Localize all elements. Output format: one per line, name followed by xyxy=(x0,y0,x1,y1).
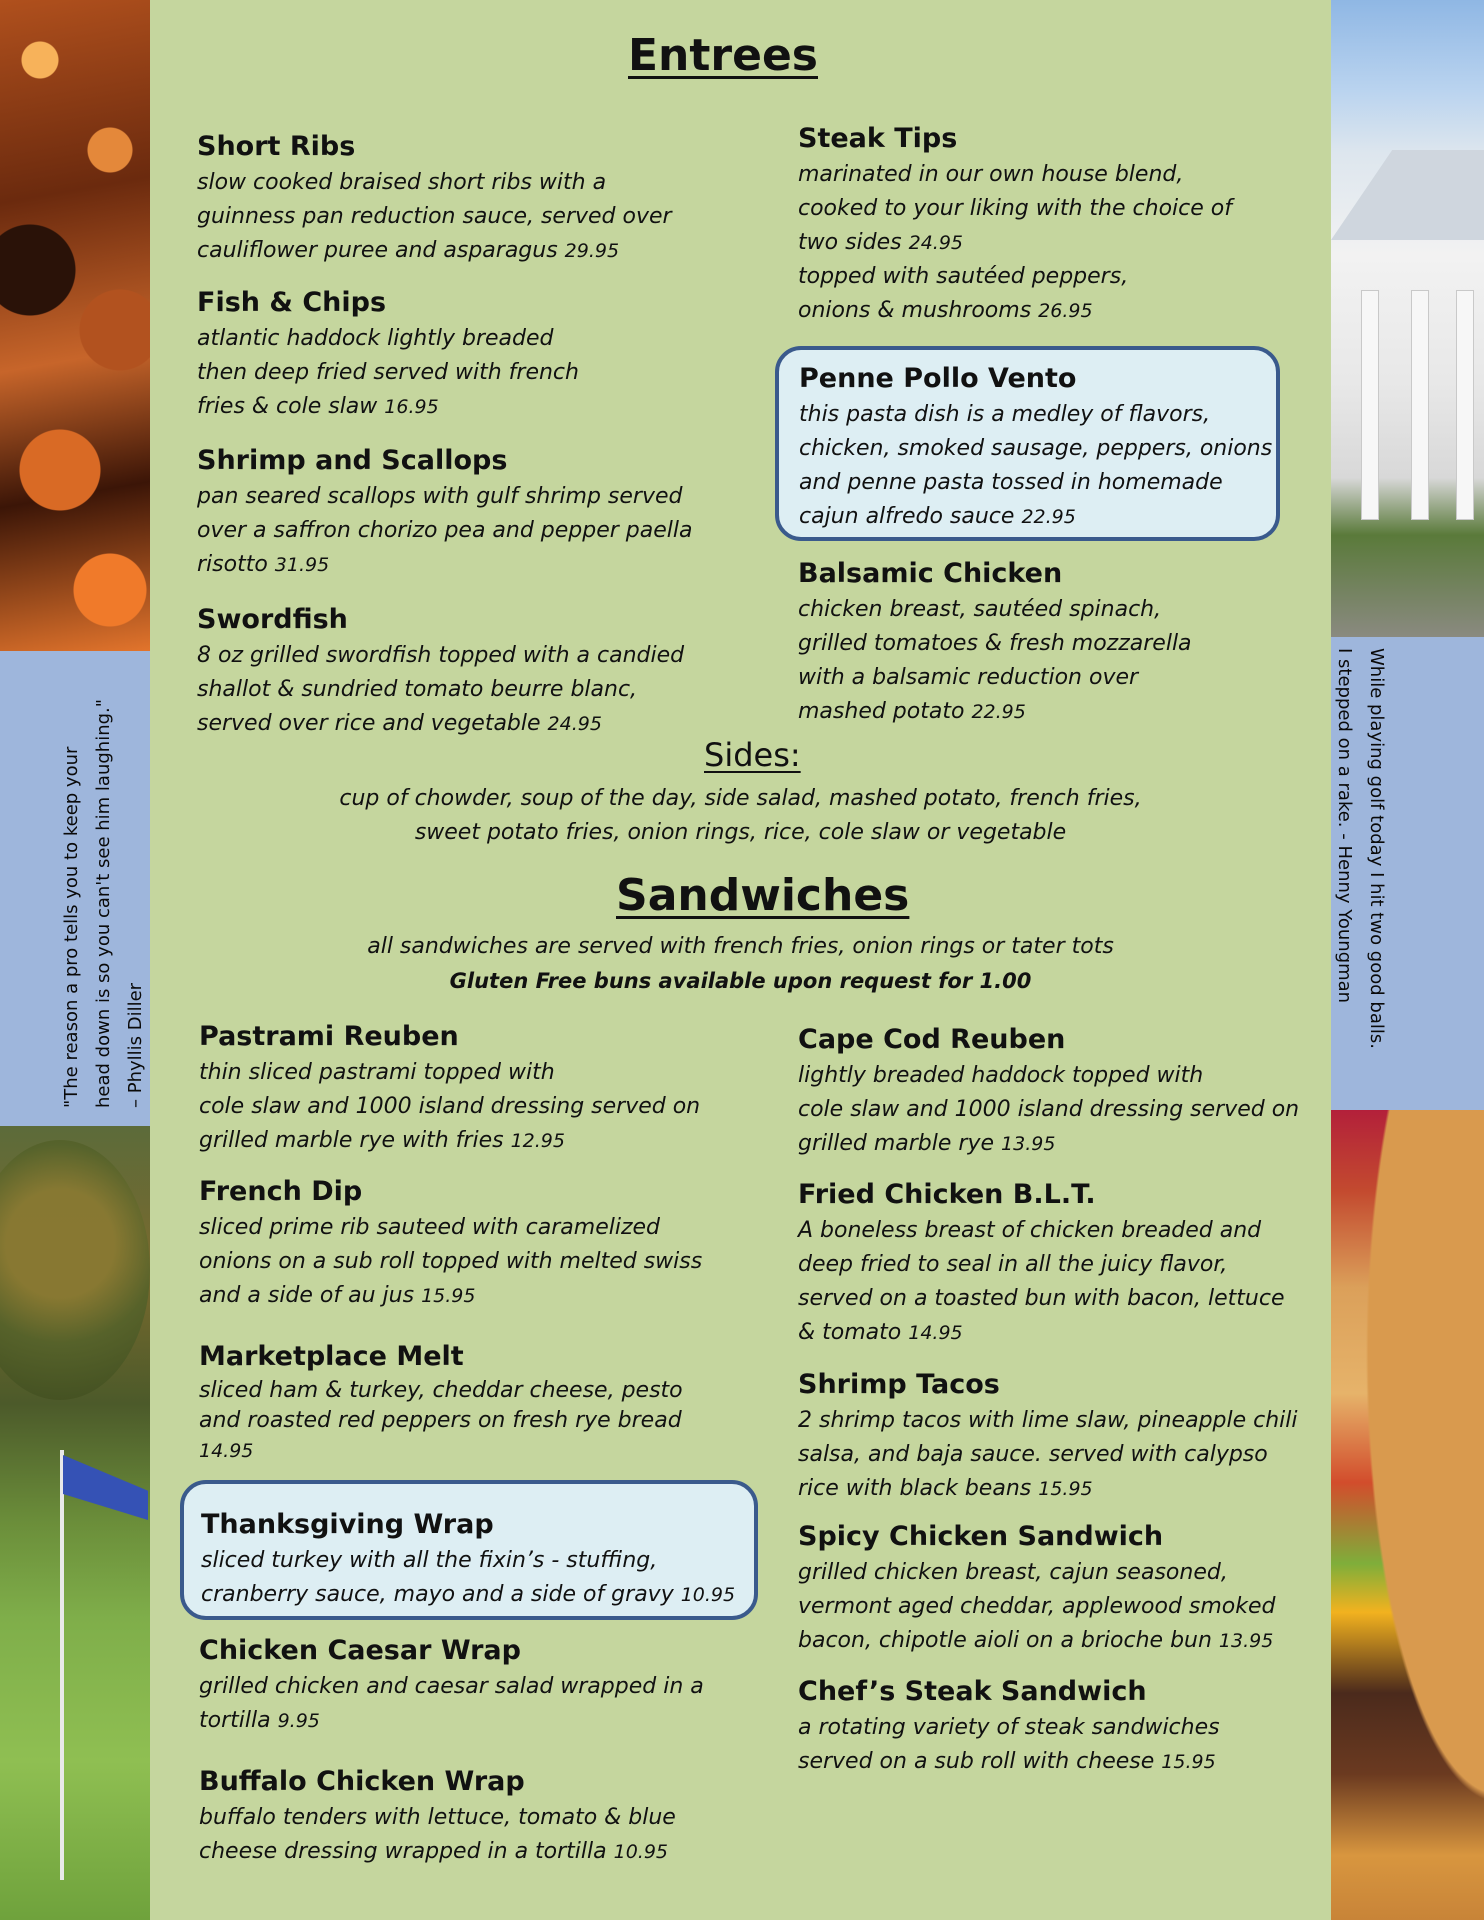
item-price: 29.95 xyxy=(564,240,620,262)
item-price: 26.95 xyxy=(1038,300,1093,322)
left-quote-line-2: head down is so you can't see him laughing." xyxy=(93,698,114,1108)
item-price: 14.95 xyxy=(908,1322,963,1344)
item-price: 15.95 xyxy=(421,1285,476,1307)
featured-menu-item xyxy=(775,346,1280,541)
flag-pole xyxy=(60,1450,64,1880)
item-name: Spicy Chicken Sandwich xyxy=(798,1521,1164,1552)
item-name: French Dip xyxy=(199,1176,363,1207)
item-name: Swordfish xyxy=(197,604,348,635)
item-price: 12.95 xyxy=(510,1130,565,1152)
item-name: Short Ribs xyxy=(197,131,356,162)
item-description: lightly breaded haddock topped with cole slaw and 1000 island dressing served on grilled marble rye 13.95 xyxy=(798,1063,1300,1156)
item-price: 13.95 xyxy=(1001,1133,1056,1155)
item-price: 24.95 xyxy=(908,232,964,254)
item-price: 9.95 xyxy=(277,1710,320,1732)
item-description: slow cooked braised short ribs with a guinness pan reduction sauce, served over cauliflower puree and asparagus 29.95 xyxy=(197,170,672,263)
menu-item xyxy=(199,1632,704,1738)
featured-menu-item xyxy=(180,1480,758,1620)
item-name: Shrimp Tacos xyxy=(798,1369,1000,1400)
menu-item xyxy=(197,601,684,741)
item-price: 14.95 xyxy=(199,1440,254,1462)
clubhouse-column xyxy=(1411,290,1429,520)
item-name: Steak Tips xyxy=(798,123,958,154)
clubhouse-column xyxy=(1456,290,1474,520)
item-price: 16.95 xyxy=(384,396,439,418)
item-description: grilled chicken breast, cajun seasoned, vermont aged cheddar, applewood smoked bacon, chipotle aioli on a brioche bun 13.95 xyxy=(798,1560,1276,1653)
right-quote xyxy=(1328,648,1392,1108)
item-description: chicken breast, sautéed spinach, grilled tomatoes & fresh mozzarella with a balsamic reduction over mashed potato 22.95 xyxy=(798,597,1192,724)
item-description: sliced ham & turkey, cheddar cheese, pesto and roasted red peppers on fresh rye bread 14.95 xyxy=(199,1378,683,1462)
item-price: 22.95 xyxy=(971,701,1026,723)
item-price: 15.95 xyxy=(1038,1478,1093,1500)
gluten-free-note: Gluten Free buns available upon request for 1.00 xyxy=(449,969,1032,993)
item-name: Fish & Chips xyxy=(197,287,387,318)
item-price: 10.95 xyxy=(613,1841,669,1863)
left-quote-line-1: "The reason a pro tells you to keep your xyxy=(61,746,82,1108)
menu-item xyxy=(199,1763,676,1869)
ribs-photo xyxy=(0,0,150,651)
menu-item xyxy=(197,128,672,268)
item-description: atlantic haddock lightly breaded then deep fried served with french fries & cole slaw 16.95 xyxy=(197,326,579,419)
item-price: 22.95 xyxy=(1021,506,1076,528)
menu-item xyxy=(199,1018,700,1158)
item-price: 10.95 xyxy=(680,1584,736,1606)
item-description: sliced prime rib sauteed with caramelized onions on a sub roll topped with melted swiss and a side of au jus 15.95 xyxy=(199,1215,703,1308)
item-description: this pasta dish is a medley of flavors, chicken, smoked sausage, peppers, onions and penne pasta tossed in homemade cajun alfredo sauce 22.95 xyxy=(799,402,1273,529)
item-description: A boneless breast of chicken breaded and deep fried to seal in all the juicy flavor, served on a toasted bun with bacon, lettuce & tomato 14.95 xyxy=(798,1218,1285,1345)
sides-line-2: sweet potato fries, onion rings, rice, cole slaw or vegetable xyxy=(414,820,1067,845)
right-quote-line-1: While playing golf today I hit two good balls. xyxy=(1366,648,1387,1049)
item-description: 2 shrimp tacos with lime slaw, pineapple chili salsa, and baja sauce. served with calypso rice with black beans 15.95 xyxy=(798,1408,1298,1501)
item-name: Pastrami Reuben xyxy=(199,1021,459,1052)
menu-item xyxy=(197,442,693,582)
item-description: buffalo tenders with lettuce, tomato & blue cheese dressing wrapped in a tortilla 10.95 xyxy=(199,1805,676,1864)
burger-photo xyxy=(1331,1110,1484,1920)
item-name: Chicken Caesar Wrap xyxy=(199,1635,521,1666)
item-description: sliced turkey with all the fixin’s - stuffing, cranberry sauce, mayo and a side of gravy 10.95 xyxy=(201,1548,736,1607)
sides-heading: Sides: xyxy=(704,736,801,774)
menu-item xyxy=(798,1176,1285,1350)
item-name: Thanksgiving Wrap xyxy=(201,1509,494,1540)
clubhouse-column xyxy=(1361,290,1379,520)
item-name: Balsamic Chicken xyxy=(798,558,1063,589)
item-description: thin sliced pastrami topped with cole slaw and 1000 island dressing served on grilled marble rye with fries 12.95 xyxy=(199,1060,701,1153)
item-price: 31.95 xyxy=(274,554,330,576)
item-description-addon: topped with sautéed peppers, onions & mushrooms 26.95 xyxy=(798,264,1129,323)
menu-item xyxy=(798,1518,1276,1658)
menu-item xyxy=(798,1366,1298,1506)
menu-item xyxy=(798,1021,1299,1161)
menu-item xyxy=(197,284,579,424)
menu-item xyxy=(798,1673,1220,1779)
item-description: grilled chicken and caesar salad wrapped in a tortilla 9.95 xyxy=(199,1674,704,1733)
menu-item xyxy=(798,120,1232,328)
item-name: Buffalo Chicken Wrap xyxy=(199,1766,525,1797)
right-quote-line-2: I stepped on a rake. - Henny Youngman xyxy=(1334,648,1355,1004)
menu-item xyxy=(199,1173,702,1313)
item-name: Penne Pollo Vento xyxy=(799,363,1077,394)
item-name: Fried Chicken B.L.T. xyxy=(798,1179,1096,1210)
sides-line-1: cup of chowder, soup of the day, side salad, mashed potato, french fries, xyxy=(339,786,1142,811)
item-name: Marketplace Melt xyxy=(199,1341,464,1372)
menu-item xyxy=(199,1338,683,1466)
left-quote xyxy=(56,668,152,1108)
entrees-heading: Entrees xyxy=(628,30,818,81)
menu-content xyxy=(150,0,1331,1920)
item-price: 13.95 xyxy=(1218,1630,1274,1652)
item-description: a rotating variety of steak sandwiches served on a sub roll with cheese 15.95 xyxy=(798,1715,1220,1774)
item-name: Shrimp and Scallops xyxy=(197,445,508,476)
sandwiches-note: all sandwiches are served with french fries, onion rings or tater tots xyxy=(367,934,1114,959)
item-name: Cape Cod Reuben xyxy=(798,1024,1066,1055)
sandwiches-heading: Sandwiches xyxy=(616,870,910,921)
menu-item xyxy=(798,555,1192,729)
left-quote-author: – Phyllis Diller xyxy=(125,982,146,1108)
item-description: pan seared scallops with gulf shrimp served over a saffron chorizo pea and pepper paella risotto 31.95 xyxy=(197,484,693,577)
item-description: marinated in our own house blend, cooked to your liking with the choice of two sides 24.95 xyxy=(798,162,1232,255)
item-description: 8 oz grilled swordfish topped with a candied shallot & sundried tomato beurre blanc, served over rice and vegetable 24.95 xyxy=(197,643,685,736)
item-price: 15.95 xyxy=(1161,1751,1216,1773)
item-price: 24.95 xyxy=(547,713,602,735)
item-name: Chef’s Steak Sandwich xyxy=(798,1676,1147,1707)
